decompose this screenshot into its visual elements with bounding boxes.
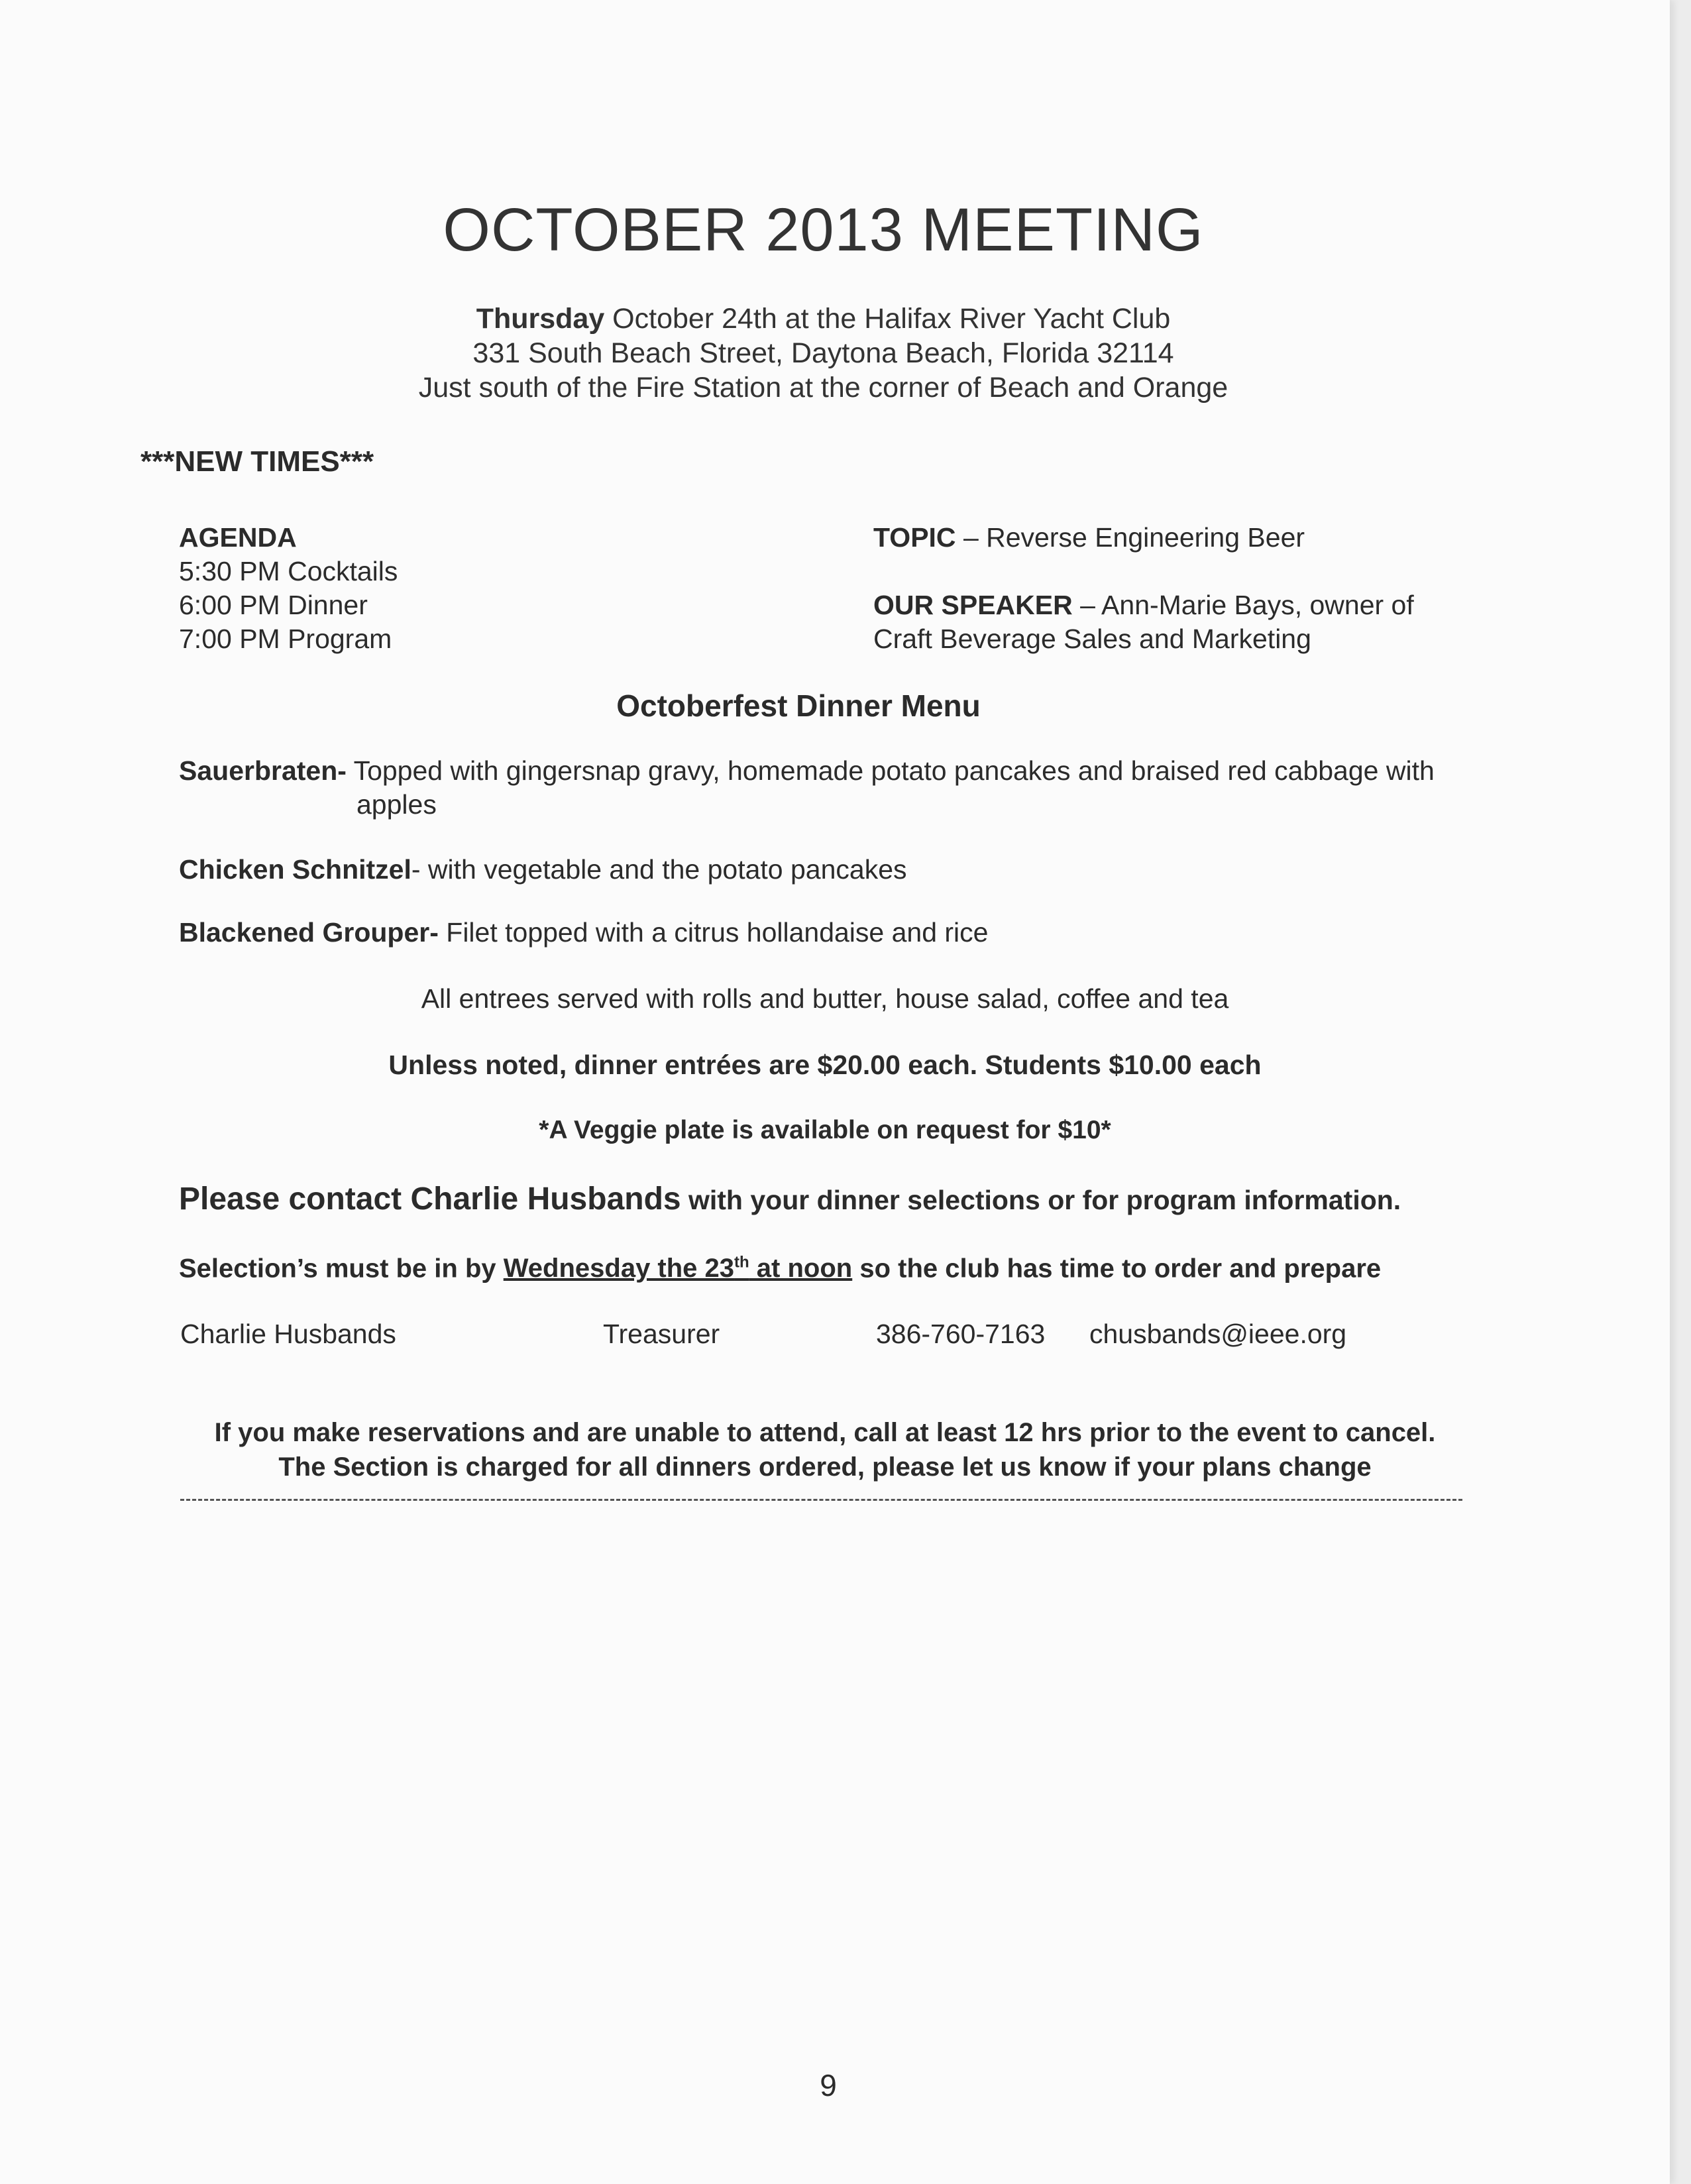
menu-item-desc: - with vegetable and the potato pancakes [411,854,907,885]
venue-line-3: Just south of the Fire Station at the corner of Beach and Orange [418,372,1228,404]
dashed-divider [180,1499,1462,1501]
menu-item-sauerbraten [179,754,1435,822]
new-times-heading: ***NEW TIMES*** [140,445,374,478]
contact-instruction-lead: Please contact Charlie Husbands [179,1181,681,1217]
agenda-block [179,521,398,656]
deadline-day [504,1254,852,1283]
venue-line-1-text: October 24th at the Halifax River Yacht Club [604,303,1171,335]
price-note: Unless noted, dinner entrées are $20.00 each. Students $10.00 each [388,1050,1262,1080]
agenda-item: 5:30 PM Cocktails [179,556,398,586]
menu-item-name: Chicken Schnitzel [179,854,411,885]
venue-line-2: 331 South Beach Street, Daytona Beach, Florida 32114 [472,337,1174,369]
speaker-text: – Ann-Marie Bays, owner of [1072,590,1414,620]
speaker-block [873,588,1414,656]
menu-item-grouper [179,916,988,950]
menu-item-desc: Topped with gingersnap gravy, homemade potato pancakes and braised red cabbage with [346,755,1435,786]
venue-line-1 [0,301,1647,336]
menu-item-name: Sauerbraten- [179,755,347,786]
deadline-day-text: Wednesday the 23 [503,1254,735,1283]
menu-item-schnitzel [179,853,907,887]
agenda-heading: AGENDA [179,522,297,553]
menu-item-desc: Filet topped with a citrus hollandaise and rice [438,917,989,948]
page-title: OCTOBER 2013 MEETING [443,196,1204,264]
menu-item-desc-cont: apples [356,789,437,820]
cancellation-line-2: The Section is charged for all dinners ordered, please let us know if your plans change [278,1452,1372,1482]
page-number: 9 [820,2068,837,2102]
cancellation-notice [0,1415,1650,1484]
contact-instruction-rest: with your dinner selections or for program information. [681,1185,1401,1215]
cancellation-line-1: If you make reservations and are unable to attend, call at least 12 hrs prior to the event to cancel. [214,1418,1436,1447]
contact-phone: 386-760-7163 [876,1319,1046,1349]
topic-text: – Reverse Engineering Beer [955,522,1305,553]
topic-line [873,521,1305,555]
deadline-note [179,1254,1381,1283]
served-with-note: All entrees served with rolls and butter, house salad, coffee and tea [421,983,1229,1014]
deadline-post: so the club has time to order and prepare [852,1254,1382,1283]
deadline-day-suffix: th [734,1254,749,1272]
venue-block [0,301,1647,405]
veggie-note: *A Veggie plate is available on request for $10* [539,1116,1111,1144]
topic-label: TOPIC [873,522,956,553]
deadline-pre: Selection’s must be in by [179,1254,504,1283]
contact-instruction [179,1181,1401,1217]
menu-item-name: Blackened Grouper- [179,917,439,948]
venue-day: Thursday [476,303,605,335]
agenda-item: 7:00 PM Program [179,624,392,654]
contact-role: Treasurer [603,1319,720,1349]
agenda-item: 6:00 PM Dinner [179,590,368,620]
speaker-line-1 [873,588,1414,622]
contact-email: chusbands@ieee.org [1089,1319,1347,1349]
menu-title: Octoberfest Dinner Menu [616,688,981,723]
speaker-label: OUR SPEAKER [873,590,1073,620]
deadline-time: at noon [749,1254,853,1283]
speaker-line-2: Craft Beverage Sales and Marketing [873,624,1311,654]
contact-name: Charlie Husbands [180,1319,396,1349]
